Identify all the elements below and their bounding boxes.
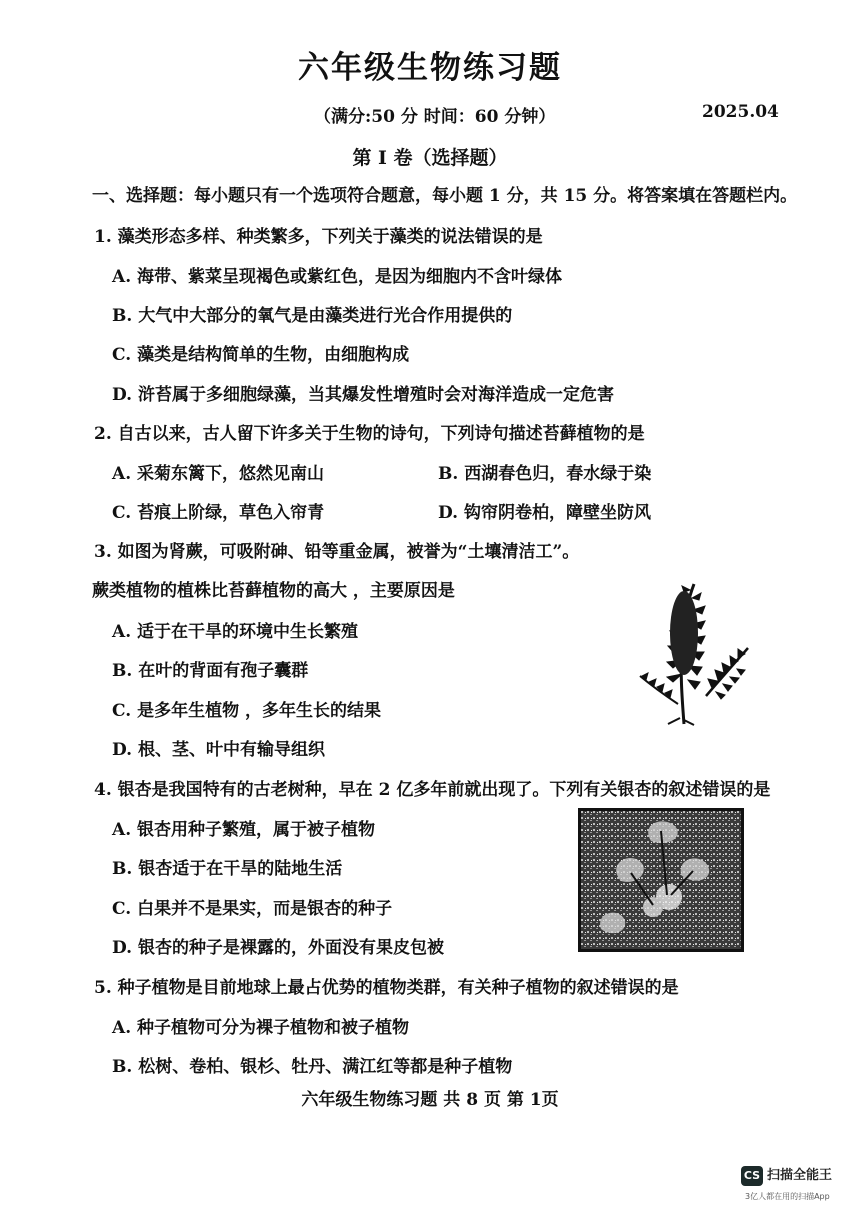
question-3-option-c: C. 是多年生植物 ，多年生长的结果 [112, 701, 381, 721]
watermark-tagline: 3亿人都在用的扫描App [745, 1192, 830, 1201]
question-4-option-a: A. 银杏用种子繁殖，属于被子植物 [112, 820, 376, 840]
question-3-option-d: D. 根、茎、叶中有输导组织 [112, 740, 325, 760]
ginkgo-photo [578, 808, 744, 952]
question-3-stem: 3. 如图为肾蕨，可吸附砷、铅等重金属，被誉为“土壤清洁工”。 [94, 542, 580, 562]
question-1-option-b: B. 大气中大部分的氧气是由藻类进行光合作用提供的 [112, 306, 513, 326]
question-3-option-b: B. 在叶的背面有孢子囊群 [112, 661, 309, 681]
question-4-option-d: D. 银杏的种子是裸露的，外面没有果皮包被 [112, 938, 444, 958]
watermark-app-name: 扫描全能王 [767, 1168, 833, 1183]
page-title: 六年级生物练习题 [298, 50, 562, 86]
question-4-stem: 4. 银杏是我国特有的古老树种，早在 2 亿多年前就出现了。下列有关银杏的叙述错误的是 [94, 780, 771, 800]
question-1-option-d: D. 浒苔属于多细胞绿藻，当其爆发性增殖时会对海洋造成一定危害 [112, 385, 614, 405]
question-2-option-c: C. 苔痕上阶绿，草色入帘青 [112, 503, 325, 523]
question-1-option-c: C. 藻类是结构简单的生物，由细胞构成 [112, 345, 410, 365]
page-footer: 六年级生物练习题 共 8 页 第 1页 [301, 1090, 559, 1110]
section-heading: 一、选择题：每小题只有一个选项符合题意，每小题 1 分，共 15 分。将答案填在答题栏内。 [92, 186, 798, 206]
question-1-stem: 1. 藻类形态多样、种类繁多，下列关于藻类的说法错误的是 [94, 227, 543, 247]
exam-info: （满分:50 分 时间：60 分钟） [314, 107, 556, 127]
question-2-option-a: A. 采菊东篱下，悠然见南山 [112, 464, 325, 484]
question-1-option-a: A. 海带、紫菜呈现褐色或紫红色，是因为细胞内不含叶绿体 [112, 267, 563, 287]
question-5-stem: 5. 种子植物是目前地球上最占优势的植物类群，有关种子植物的叙述错误的是 [94, 978, 679, 998]
camscanner-logo: CS [741, 1166, 763, 1186]
fern-illustration [636, 578, 754, 726]
question-2-option-d: D. 钩帘阴卷柏，障壁坐防风 [438, 503, 651, 523]
question-2-stem: 2. 自古以来，古人留下许多关于生物的诗句，下列诗句描述苔藓植物的是 [94, 424, 645, 444]
question-5-option-a: A. 种子植物可分为裸子植物和被子植物 [112, 1018, 410, 1038]
question-3-option-a: A. 适于在干旱的环境中生长繁殖 [112, 622, 359, 642]
exam-date: 2025.04 [702, 102, 779, 122]
question-2-option-b: B. 西湖春色归，春水绿于染 [438, 464, 652, 484]
part-heading: 第 Ⅰ 卷（选择题） [352, 147, 508, 169]
question-4-option-c: C. 白果并不是果实，而是银杏的种子 [112, 899, 393, 919]
question-5-option-b: B. 松树、卷柏、银杉、牡丹、满江红等都是种子植物 [112, 1057, 513, 1077]
question-4-option-b: B. 银杏适于在干旱的陆地生活 [112, 859, 343, 879]
question-3-stem-continued: 蕨类植物的植株比苔藓植物的高大 ，主要原因是 [92, 581, 455, 601]
